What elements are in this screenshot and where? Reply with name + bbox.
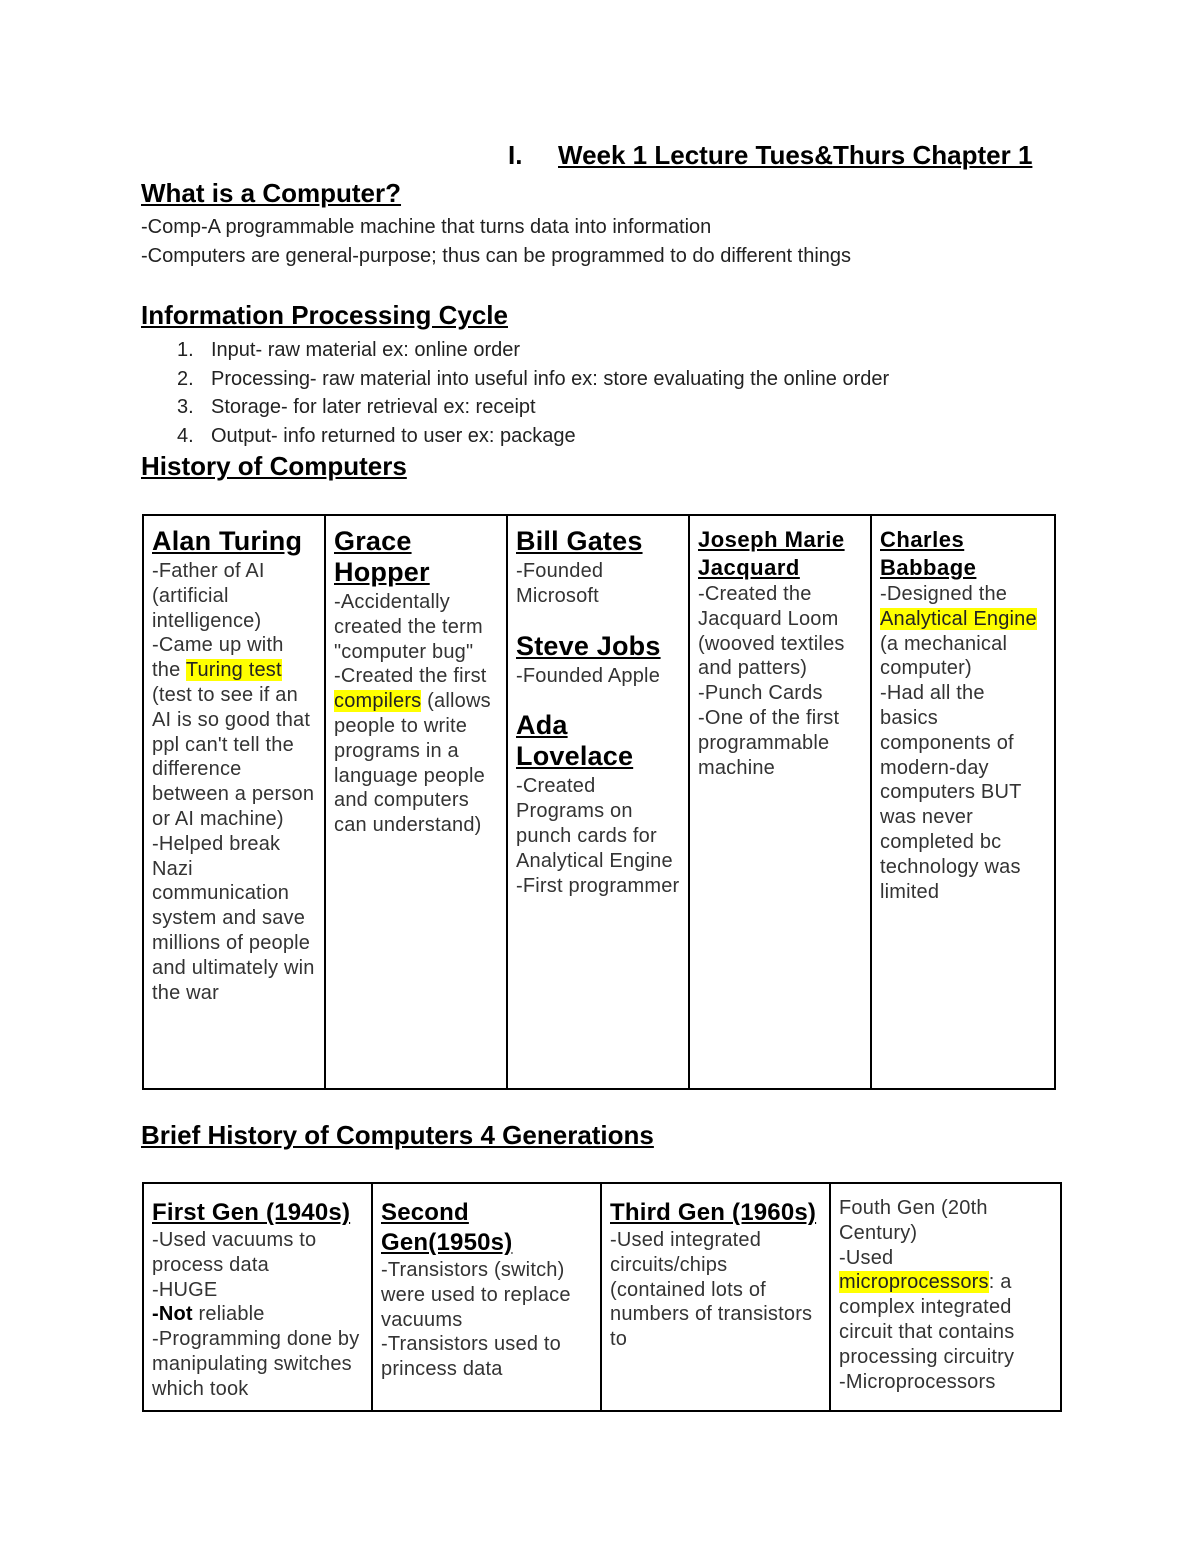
list-item: 2. Processing- raw material into useful info ex: store evaluating the online order [177, 367, 890, 390]
generations-table [142, 1182, 1062, 1412]
list-item: 1. Input- raw material ex: online order [177, 339, 521, 361]
history-cell-babbage: Charles Babbage -Designed the Analytical Engine (a mechanical computer) -Had all the basics components of modern-day computers BUT was never completed bc technology was limited [871, 515, 1055, 1089]
gen-first-title: First Gen (1940s) [152, 1199, 351, 1226]
name-alan-turing: Alan Turing [152, 526, 303, 556]
gen-cell-fourth: Fouth Gen (20th Century) -Used microprocessors: a complex integrated circuit that contains processing circuitry -Microprocessors [830, 1183, 1061, 1411]
history-table [142, 514, 1056, 1090]
computer-line-2: -Computers are general-purpose; thus can be programmed to do different things [141, 245, 852, 267]
ipc-list [141, 336, 889, 450]
history-cell-gates: Bill Gates -Founded Microsoft Steve Jobs -Founded Apple Ada Lovelace -Created Programs on punch cards for Analytical Engine -First programmer [507, 515, 689, 1089]
history-cell-hopper: Grace Hopper -Accidentally created the term "computer bug" -Created the first compilers (allows people to write programs in a language people and computers can understand) [325, 515, 507, 1089]
name-joseph-marie-jacquard: Joseph Marie Jacquard [698, 527, 845, 580]
name-grace-hopper: Grace Hopper [334, 526, 430, 587]
highlight-turing-test: Turing test [185, 659, 282, 682]
section-history-of-computers: History of Computers [141, 451, 407, 481]
section-what-is-computer: What is a Computer? [141, 178, 402, 208]
highlight-analytical-engine: Analytical Engine [880, 607, 1037, 630]
section-generations: Brief History of Computers 4 Generations [141, 1120, 654, 1150]
lecture-heading [508, 140, 1032, 171]
gen-cell-third: Third Gen (1960s) -Used integrated circuits/chips (contained lots of numbers of transistors to [601, 1183, 830, 1411]
list-item: 4. Output- info returned to user ex: package [177, 424, 576, 447]
gen-cell-second: Second Gen(1950s) -Transistors (switch) were used to replace vacuums -Transistors used to princess data [372, 1183, 601, 1411]
history-cell-turing: Alan Turing -Father of AI (artificial intelligence) -Came up with the Turing test (test to see if an AI is so good that ppl can't tell the difference between a person or AI machine) -Helped break Nazi communication system and save millions of people and ultimately win the war [143, 515, 325, 1089]
heading-number: I. [508, 140, 523, 170]
section-information-processing-cycle: Information Processing Cycle [141, 300, 508, 330]
name-ada-lovelace: Ada Lovelace [516, 710, 634, 772]
history-cell-jacquard: Joseph Marie Jacquard -Created the Jacquard Loom (wooved textiles and patters) -Punch Cards -One of the first programmable machine [689, 515, 871, 1089]
name-bill-gates: Bill Gates [516, 526, 643, 556]
highlight-compilers: compilers [334, 690, 422, 713]
gen-second-title: Second Gen(1950s) [381, 1199, 513, 1256]
name-steve-jobs: Steve Jobs [516, 630, 661, 661]
gen-third-title: Third Gen (1960s) [610, 1199, 817, 1226]
computer-line-1: -Comp-A programmable machine that turns data into information [141, 216, 712, 238]
name-charles-babbage: Charles Babbage [880, 527, 977, 580]
heading-title: Week 1 Lecture Tues&Thurs Chapter 1 [558, 140, 1033, 170]
gen-cell-first: First Gen (1940s) -Used vacuums to process data -HUGE -Not reliable -Programming done by manipulating switches which took [143, 1183, 372, 1411]
highlight-microprocessors: microprocessors [839, 1271, 989, 1294]
gen-fourth-title: Fouth Gen (20th Century) [839, 1197, 988, 1244]
list-item: 3. Storage- for later retrieval ex: receipt [177, 396, 536, 419]
